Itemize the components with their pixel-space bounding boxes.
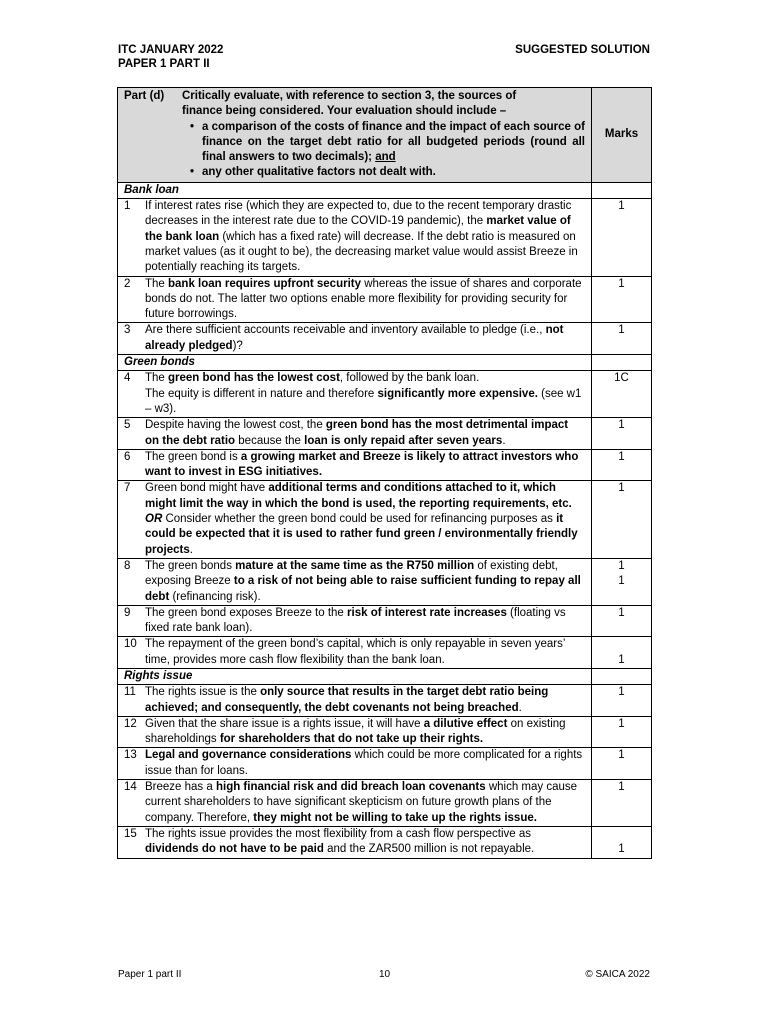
footer-copyright: © SAICA 2022 [585, 969, 650, 980]
item-number: 8 [124, 559, 131, 572]
item-text: (which has a fixed rate) will decrease. If the debt ratio is measured on market values (as it ought to be), the decreasing market value would assist Breeze in potentially reaching its targets. [145, 230, 578, 274]
section-row [118, 668, 652, 684]
question-text [118, 88, 592, 183]
item-number: 14 [124, 781, 137, 794]
question-header-row [118, 88, 652, 183]
item-row-15 [118, 826, 652, 858]
item-text-bold: risk of interest rate increases [347, 606, 507, 619]
item-row-3 [118, 323, 652, 355]
part-label: Part (d) [124, 90, 165, 102]
item-text: and the ZAR500 million is not repayable. [323, 843, 535, 856]
item-text: (floating vs fixed rate bank loan). [145, 606, 566, 635]
item-row-2 [118, 276, 652, 323]
item-text-bold: green bond has the lowest cost [168, 372, 340, 385]
item-mark-1: 1 [618, 559, 625, 572]
item-number: 5 [124, 419, 131, 432]
item-text: Consider whether the green bond could be used for refinancing purposes as [162, 513, 557, 526]
item-row-14 [118, 780, 652, 827]
solution-table [117, 87, 652, 859]
item-text: (refinancing risk). [169, 590, 261, 603]
item-text-bold: it could be expected that it is used to rather fund green / environmentally friendly projects [145, 513, 578, 556]
item-text: of existing debt, exposing Breeze [145, 559, 558, 588]
item-row-11 [118, 685, 652, 717]
item-text: whereas the issue of shares and corporate bonds do not. The latter two options enable more flexibility for providing security for future borrowings. [145, 277, 582, 321]
item-mark: 1 [592, 780, 652, 827]
item-text: The repayment of the green bond’s capital, which is only repayable in seven years’ time, provides more cash flow flexibility than the bank loan. [145, 638, 565, 666]
item-row-4 [118, 371, 652, 418]
item-row-10 [118, 637, 652, 669]
item-text-bold: green bond has the most detrimental impact on the debt ratio [145, 419, 569, 447]
item-mark: 1 [592, 199, 652, 276]
item-number: 11 [124, 686, 136, 699]
item-mark: 1 [592, 276, 652, 323]
item-text-bold: Legal and governance considerations [145, 749, 352, 762]
section-marks-cell [592, 355, 652, 371]
document-header-left [118, 43, 223, 71]
item-text: )? [232, 339, 243, 352]
item-text: (see w1 – w3). [145, 387, 582, 415]
item-text: The green bond is [145, 450, 241, 463]
exam-title: ITC JANUARY 2022 [118, 44, 224, 56]
section-green-bonds: Green bonds [118, 355, 592, 371]
item-mark: 1 [592, 716, 652, 748]
question-intro-a: Critically evaluate, with reference to section 3, the sources of [182, 90, 517, 102]
item-row-7 [118, 481, 652, 558]
item-text-bold: bank loan requires upfront security [168, 277, 361, 290]
footer-paper: Paper 1 part II [118, 969, 182, 980]
question-bullet-2 [124, 165, 585, 180]
item-mark: 1C [592, 371, 652, 418]
bullet-icon: • [189, 120, 195, 133]
item-mark: 1 [592, 449, 652, 481]
item-text-bold: dividends do not have to be paid [145, 843, 324, 856]
item-text: The green bond exposes Breeze to the [145, 606, 348, 619]
item-text-bold: a growing market and Breeze is likely to attract investors who want to invest in ESG initiatives. [145, 450, 579, 479]
item-text-bold: loan is only repaid after seven years [304, 434, 503, 447]
item-text: The [145, 277, 169, 290]
item-mark: 1 [592, 323, 652, 355]
item-text: Are there sufficient accounts receivable and inventory available to pledge (i.e., [145, 324, 546, 337]
item-text: The equity is different in nature and therefore [145, 387, 378, 400]
item-mark: 1 [592, 605, 652, 637]
item-row-13 [118, 748, 652, 780]
item-text: , followed by the bank loan. [339, 372, 480, 385]
item-number: 10 [124, 638, 137, 651]
item-text-bold: a dilutive effect [423, 717, 508, 730]
bullet-1-and: and [375, 151, 396, 164]
marks-header: Marks [592, 88, 652, 183]
item-text: because the [235, 434, 305, 447]
item-mark: 1 [592, 748, 652, 780]
bullet-2-text: any other qualitative factors not dealt with. [202, 166, 436, 179]
footer-page-number: 10 [379, 969, 391, 980]
item-row-12 [118, 716, 652, 748]
question-bullet-1 [124, 120, 585, 166]
or-label: OR [145, 513, 163, 526]
item-mark-2: 1 [618, 575, 625, 588]
section-marks-cell [592, 668, 652, 684]
item-text: The rights issue provides the most flexibility from a cash flow perspective as [145, 827, 532, 840]
item-number: 1 [124, 200, 131, 213]
item-mark: 1 [592, 481, 652, 558]
item-number: 13 [124, 749, 137, 762]
item-number: 6 [124, 450, 131, 463]
item-text: . [518, 701, 522, 714]
item-text-bold: high financial risk and did breach loan covenants [215, 781, 486, 794]
item-row-1 [118, 199, 652, 276]
item-text: Green bond might have [145, 482, 269, 495]
item-number: 2 [124, 277, 131, 290]
item-text: on existing shareholdings [145, 717, 566, 746]
item-text-bold: mature at the same time as the R750 million [235, 559, 475, 572]
item-text: which may cause current shareholders to have significant skepticism on future growth plans of the company. Therefore, [145, 781, 578, 824]
item-number: 9 [124, 606, 131, 619]
bullet-1-text: a comparison of the costs of finance and the impact of each source of finance on the target debt ratio for all budgeted periods (round all final answers to two decimals); [202, 120, 585, 164]
item-row-8 [118, 558, 652, 605]
item-row-5 [118, 418, 652, 450]
item-text: Despite having the lowest cost, the [145, 419, 326, 432]
item-mark: 1 [592, 826, 652, 858]
item-mark: 1 [592, 685, 652, 717]
item-text-bold: market value of the bank loan [145, 215, 571, 243]
item-number: 4 [124, 372, 131, 385]
item-text-bold: significantly more expensive. [377, 387, 538, 400]
item-text: The rights issue is the [145, 686, 261, 699]
item-text-bold: additional terms and conditions attached to it, which might limit the way in which the bond is used, the reporting requirements, etc. [145, 482, 572, 510]
document-header-right: SUGGESTED SOLUTION [515, 44, 650, 56]
section-row [118, 182, 652, 198]
item-number: 12 [124, 717, 137, 730]
section-marks-cell [592, 182, 652, 198]
section-row [118, 355, 652, 371]
question-intro-b: finance being considered. Your evaluation should include – [182, 105, 507, 118]
item-text: The [145, 372, 169, 385]
item-mark: 1 [592, 418, 652, 450]
item-row-9 [118, 605, 652, 637]
item-text-bold: they might not be willing to take up the rights issue. [253, 811, 537, 824]
item-number: 7 [124, 482, 131, 495]
item-text: Given that the share issue is a rights issue, it will have [145, 717, 424, 730]
item-text: which could be more complicated for a rights issue than for loans. [145, 749, 583, 777]
item-text-bold: for shareholders that do not take up their rights. [219, 733, 484, 746]
item-text: . [502, 434, 506, 447]
item-text-bold: only source that results in the target debt ratio being achieved; and consequently, the debt covenants not being breached [145, 686, 549, 714]
item-mark: 1 [592, 637, 652, 669]
item-number: 3 [124, 324, 131, 337]
item-text-bold: not already pledged [145, 324, 564, 352]
item-text-bold: to a risk of not being able to raise sufficient funding to repay all debt [145, 575, 581, 603]
item-mark [592, 558, 652, 605]
item-row-6 [118, 449, 652, 481]
item-text: Breeze has a [145, 781, 216, 794]
paper-title: PAPER 1 PART II [118, 58, 210, 70]
item-number: 15 [124, 827, 137, 840]
item-text: The green bonds [145, 559, 236, 572]
item-text: . [189, 543, 193, 556]
bullet-icon: • [189, 166, 195, 179]
section-bank-loan: Bank loan [118, 182, 592, 198]
section-rights-issue: Rights issue [118, 668, 592, 684]
item-text: If interest rates rise (which they are expected to, due to the recent temporary drastic decreases in the interest rate due to the COVID-19 pandemic), the [145, 200, 572, 228]
